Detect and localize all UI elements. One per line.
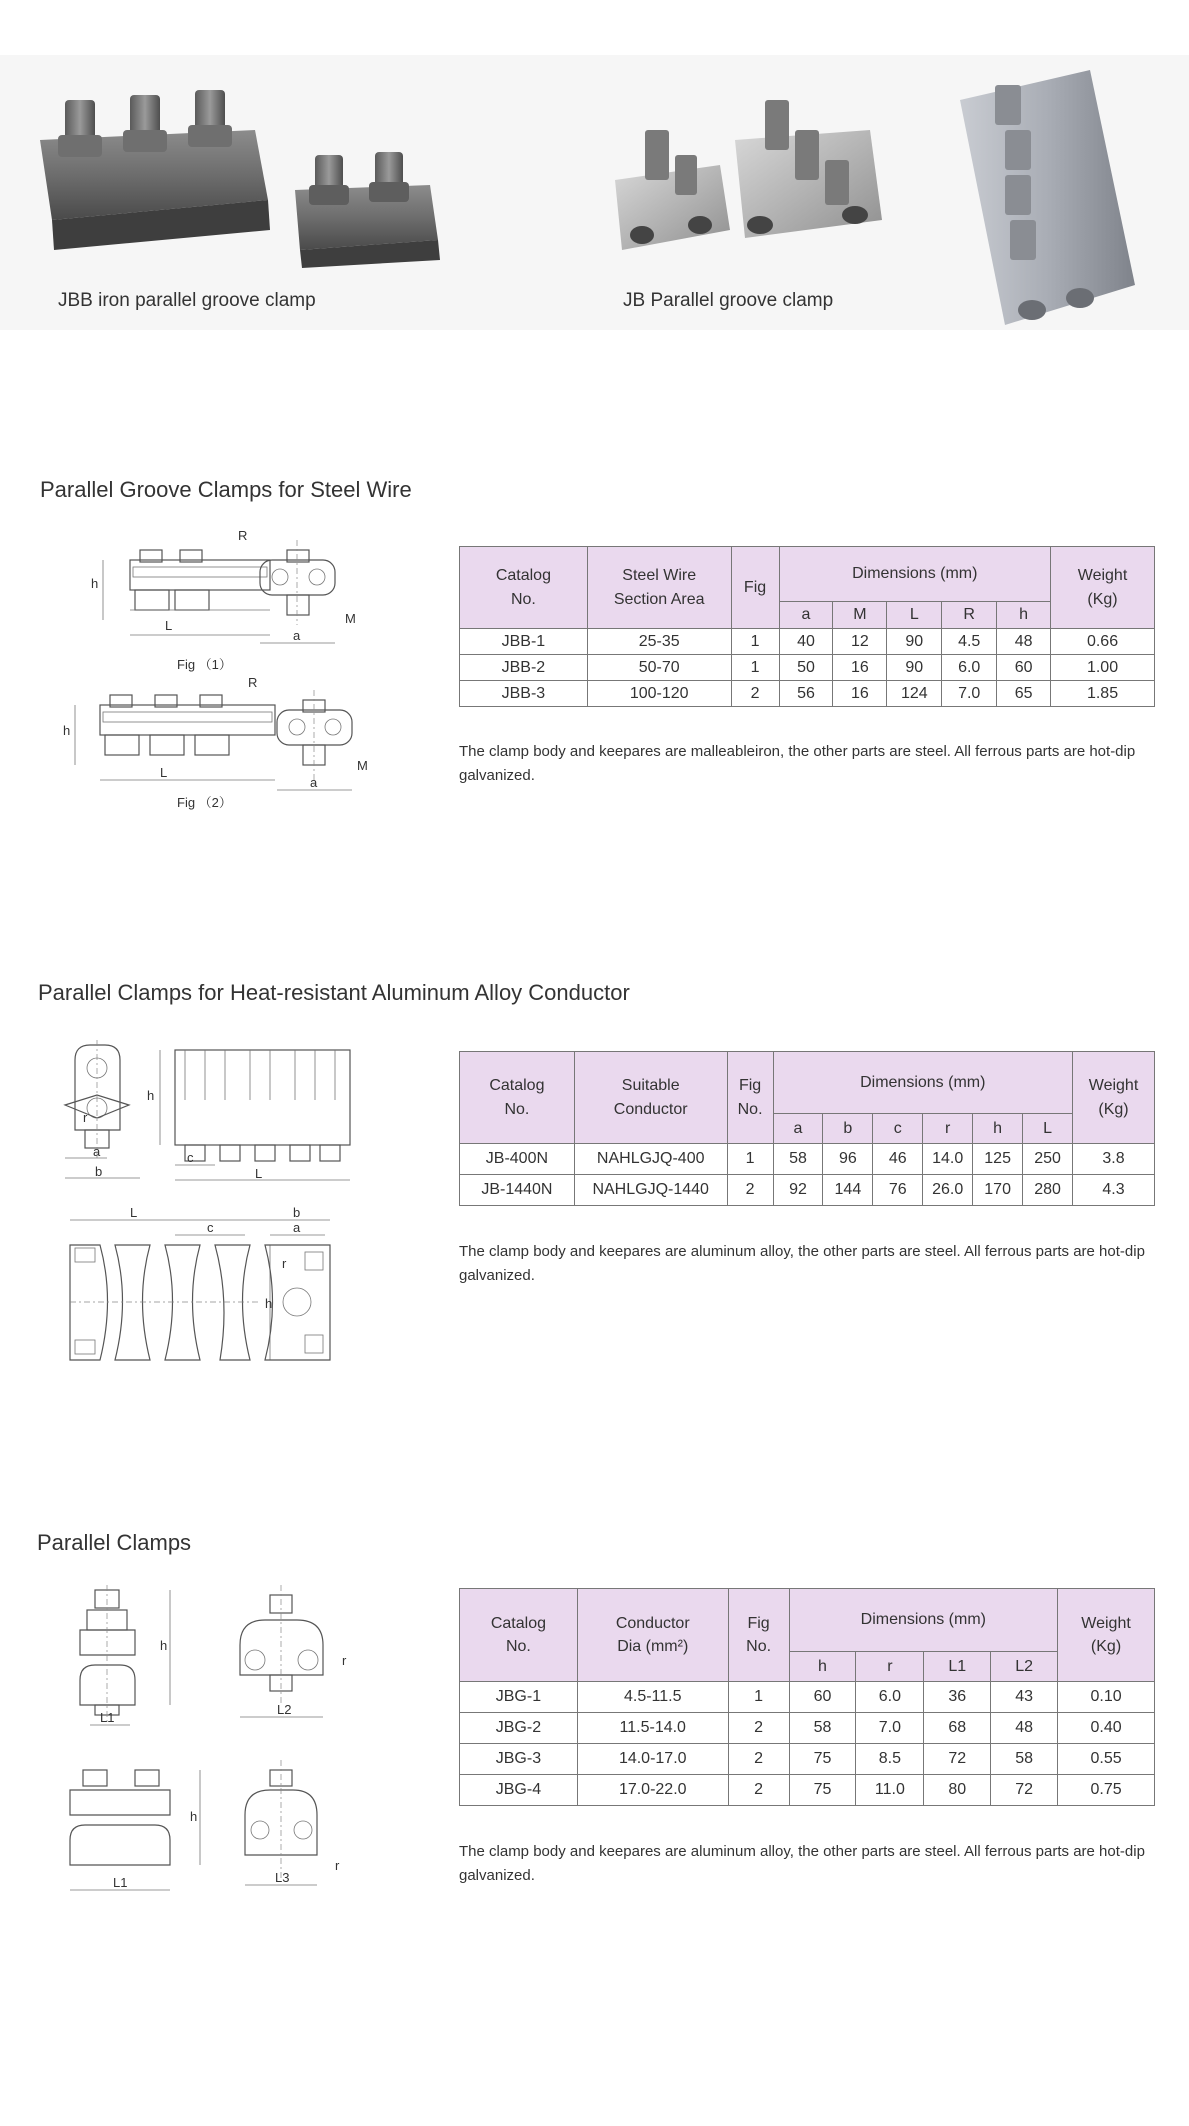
- table-cell: 90: [887, 629, 942, 655]
- table-cell: 26.0: [923, 1175, 973, 1206]
- dim-col-header: a: [773, 1114, 823, 1144]
- s3-h2-label: h: [190, 1809, 198, 1824]
- fig2-label: Fig （2）: [177, 795, 232, 810]
- table-cell: 17.0-22.0: [577, 1775, 728, 1806]
- table-cell: 14.0-17.0: [577, 1744, 728, 1775]
- table-cell: 3.8: [1073, 1144, 1155, 1175]
- s3-L2-label: L2: [277, 1702, 292, 1717]
- table-cell: 60: [789, 1682, 856, 1713]
- table-cell: 48: [997, 629, 1051, 655]
- table-cell: 11.0: [856, 1775, 924, 1806]
- table-cell: 8.5: [856, 1744, 924, 1775]
- table-cell: 1: [731, 655, 779, 681]
- col-weight-header: Weight (Kg): [1073, 1052, 1155, 1144]
- table-cell: 58: [773, 1144, 823, 1175]
- table-cell: 2: [728, 1775, 789, 1806]
- table-cell: 1: [727, 1144, 773, 1175]
- col-fig-header: Fig No.: [728, 1589, 789, 1682]
- table-cell: NAHLGJQ-1440: [574, 1175, 727, 1206]
- table-row: [460, 1713, 1155, 1744]
- table-cell: 4.3: [1073, 1175, 1155, 1206]
- table-row: [460, 655, 1155, 681]
- fig1-label: Fig （1）: [177, 657, 232, 672]
- table-cell: 50-70: [587, 655, 731, 681]
- table-cell: 12: [833, 629, 887, 655]
- table-cell: 7.0: [942, 681, 997, 707]
- s2-b-label: b: [95, 1164, 103, 1179]
- table-cell: JBB-1: [460, 629, 588, 655]
- dim-col-header: L2: [991, 1652, 1058, 1682]
- table-cell: 75: [789, 1744, 856, 1775]
- col-conductor-header: Conductor Dia (mm²): [577, 1589, 728, 1682]
- table-cell: 280: [1023, 1175, 1073, 1206]
- section2-drawings: [55, 1040, 365, 1380]
- section3-title: Parallel Clamps: [37, 1530, 192, 1555]
- dim-col-header: R: [942, 602, 997, 629]
- dim-col-header: b: [823, 1114, 873, 1144]
- section1-note: The clamp body and keepares are malleableiron, the other parts are steel. All ferrous parts are hot-dip galvanized.: [459, 743, 1136, 784]
- s2-c-label: c: [187, 1150, 194, 1165]
- s2-a2-label: a: [293, 1220, 301, 1235]
- table-cell: JBB-2: [460, 655, 588, 681]
- table-cell: 80: [924, 1775, 991, 1806]
- table-cell: 14.0: [923, 1144, 973, 1175]
- table-cell: 2: [728, 1713, 789, 1744]
- fig1-h-label: h: [91, 576, 99, 591]
- table-row: [460, 629, 1155, 655]
- col-catalog-header: Catalog No.: [460, 1052, 575, 1144]
- table-cell: JBG-2: [460, 1713, 578, 1744]
- table-cell: 0.66: [1051, 629, 1155, 655]
- table-cell: JBG-1: [460, 1682, 578, 1713]
- dim-col-header: h: [789, 1652, 856, 1682]
- fig2-L-label: L: [160, 765, 168, 780]
- table-cell: 90: [887, 655, 942, 681]
- dim-col-header: c: [873, 1114, 923, 1144]
- table-cell: 1.85: [1051, 681, 1155, 707]
- s3-L1b-label: L1: [113, 1875, 128, 1890]
- fig1-a-label: a: [293, 628, 301, 643]
- section2-spec-table: [459, 1051, 1155, 1206]
- s3-L3-label: L3: [275, 1870, 290, 1885]
- table-row: [460, 1144, 1155, 1175]
- col-weight-header: Weight (Kg): [1051, 547, 1155, 629]
- table-cell: 0.40: [1058, 1713, 1155, 1744]
- table-cell: 48: [991, 1713, 1058, 1744]
- col-conductor-header: Suitable Conductor: [574, 1052, 727, 1144]
- table-cell: 1: [728, 1682, 789, 1713]
- section1-title: Parallel Groove Clamps for Steel Wire: [40, 477, 412, 502]
- table-cell: NAHLGJQ-400: [574, 1144, 727, 1175]
- s2-c2-label: c: [207, 1220, 214, 1235]
- table-cell: 100-120: [587, 681, 731, 707]
- table-cell: 46: [873, 1144, 923, 1175]
- s2-h2-label: h: [265, 1296, 273, 1311]
- s3-r2-label: r: [335, 1858, 340, 1873]
- table-cell: 50: [779, 655, 833, 681]
- s3-h-label: h: [160, 1638, 168, 1653]
- fig2-R-label: R: [248, 675, 258, 690]
- table-cell: 124: [887, 681, 942, 707]
- table-cell: 36: [924, 1682, 991, 1713]
- section2-note: The clamp body and keepares are aluminum alloy, the other parts are steel. All ferrous parts are hot-dip galvanized.: [459, 1243, 1145, 1284]
- table-row: [460, 1175, 1155, 1206]
- table-cell: 76: [873, 1175, 923, 1206]
- table-cell: 7.0: [856, 1713, 924, 1744]
- fig1-M-label: M: [345, 611, 356, 626]
- s3-r-label: r: [342, 1653, 347, 1668]
- table-cell: 250: [1023, 1144, 1073, 1175]
- table-cell: 92: [773, 1175, 823, 1206]
- dim-col-header: L1: [924, 1652, 991, 1682]
- table-cell: 72: [991, 1775, 1058, 1806]
- table-cell: JB-1440N: [460, 1175, 575, 1206]
- table-row: [460, 1744, 1155, 1775]
- table-row: [460, 1775, 1155, 1806]
- table-cell: 170: [973, 1175, 1023, 1206]
- table-cell: 1.00: [1051, 655, 1155, 681]
- jbb-clamp-photo: [30, 70, 450, 270]
- section3-note: The clamp body and keepares are aluminum alloy, the other parts are steel. All ferrous parts are hot-dip galvanized.: [459, 1843, 1145, 1884]
- table-cell: 6.0: [942, 655, 997, 681]
- table-cell: 11.5-14.0: [577, 1713, 728, 1744]
- section1-spec-table: [459, 546, 1155, 707]
- table-cell: 58: [789, 1713, 856, 1744]
- s2-a-label: a: [93, 1144, 101, 1159]
- dim-col-header: M: [833, 602, 887, 629]
- table-cell: 25-35: [587, 629, 731, 655]
- col-dimensions-header: Dimensions (mm): [773, 1052, 1072, 1114]
- dim-col-header: L: [887, 602, 942, 629]
- s3-L1-label: L1: [100, 1710, 115, 1725]
- table-cell: 60: [997, 655, 1051, 681]
- fig1-R-label: R: [238, 528, 248, 543]
- dim-col-header: h: [997, 602, 1051, 629]
- table-cell: 40: [779, 629, 833, 655]
- table-cell: 125: [973, 1144, 1023, 1175]
- fig2-h-label: h: [63, 723, 71, 738]
- s2-r-label: r: [83, 1110, 88, 1125]
- table-cell: 96: [823, 1144, 873, 1175]
- table-cell: 75: [789, 1775, 856, 1806]
- table-cell: 6.0: [856, 1682, 924, 1713]
- table-cell: 1: [731, 629, 779, 655]
- table-cell: 144: [823, 1175, 873, 1206]
- table-cell: 2: [731, 681, 779, 707]
- table-cell: 58: [991, 1744, 1058, 1775]
- section1-drawings: [55, 525, 385, 820]
- table-cell: 65: [997, 681, 1051, 707]
- s2-h-label: h: [147, 1088, 155, 1103]
- dim-col-header: h: [973, 1114, 1023, 1144]
- table-row: [460, 1682, 1155, 1713]
- dim-col-header: r: [923, 1114, 973, 1144]
- table-cell: 2: [727, 1175, 773, 1206]
- col-weight-header: Weight (Kg): [1058, 1589, 1155, 1682]
- col-fig-header: Fig No.: [727, 1052, 773, 1144]
- fig2-a-label: a: [310, 775, 318, 790]
- table-row: [460, 681, 1155, 707]
- section2-title: Parallel Clamps for Heat-resistant Aluminum Alloy Conductor: [38, 980, 630, 1005]
- s2-b2-label: b: [293, 1205, 301, 1220]
- jbb-photo-caption: JBB iron parallel groove clamp: [58, 290, 316, 311]
- table-cell: 72: [924, 1744, 991, 1775]
- table-cell: 0.75: [1058, 1775, 1155, 1806]
- col-catalog-header: Catalog No.: [460, 547, 588, 629]
- s2-L-label: L: [255, 1166, 263, 1181]
- section3-drawings: [65, 1585, 365, 1925]
- table-cell: 56: [779, 681, 833, 707]
- s2-r2-label: r: [282, 1256, 287, 1271]
- table-cell: 16: [833, 655, 887, 681]
- table-cell: 4.5: [942, 629, 997, 655]
- col-catalog-header: Catalog No.: [460, 1589, 578, 1682]
- dim-col-header: a: [779, 602, 833, 629]
- col-area-header: Steel Wire Section Area: [587, 547, 731, 629]
- table-cell: 0.10: [1058, 1682, 1155, 1713]
- fig2-M-label: M: [357, 758, 368, 773]
- dim-col-header: L: [1023, 1114, 1073, 1144]
- s2-L2-label: L: [130, 1205, 138, 1220]
- col-fig-header: Fig: [731, 547, 779, 629]
- table-cell: 4.5-11.5: [577, 1682, 728, 1713]
- table-cell: JBG-3: [460, 1744, 578, 1775]
- table-cell: 2: [728, 1744, 789, 1775]
- jb-photo-caption: JB Parallel groove clamp: [623, 290, 834, 311]
- table-cell: JBB-3: [460, 681, 588, 707]
- dim-col-header: r: [856, 1652, 924, 1682]
- col-dimensions-header: Dimensions (mm): [779, 547, 1051, 602]
- table-cell: 0.55: [1058, 1744, 1155, 1775]
- table-cell: JB-400N: [460, 1144, 575, 1175]
- col-dimensions-header: Dimensions (mm): [789, 1589, 1058, 1652]
- fig1-L-label: L: [165, 618, 173, 633]
- table-cell: JBG-4: [460, 1775, 578, 1806]
- table-cell: 43: [991, 1682, 1058, 1713]
- table-cell: 16: [833, 681, 887, 707]
- section3-spec-table: [459, 1588, 1155, 1806]
- table-cell: 68: [924, 1713, 991, 1744]
